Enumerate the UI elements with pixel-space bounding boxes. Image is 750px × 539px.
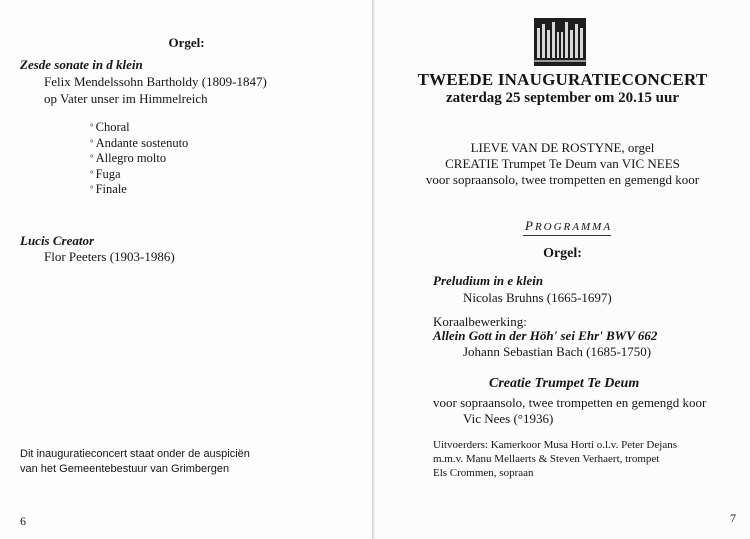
right-page (375, 0, 750, 539)
work1-title: Zesde sonate in d klein (20, 57, 143, 72)
bullet-icon: ° (90, 153, 94, 163)
right-organ-heading: Orgel: (543, 246, 582, 261)
list-item: ° Fuga (90, 166, 121, 181)
piece3-subtitle: voor sopraansolo, twee trompetten en gemengd koor (433, 395, 707, 410)
piece2-title: Allein Gott in der Höh' sei Ehr' BWV 662 (433, 328, 658, 343)
list-item: ° Andante sostenuto (90, 135, 189, 150)
performer-line-2: CREATIE Trumpet Te Deum van VIC NEES (445, 156, 680, 171)
concert-title: TWEEDE INAUGURATIECONCERT (417, 70, 708, 89)
work2-title: Lucis Creator (20, 233, 95, 248)
footnote: Dit inauguratieconcert staat onder de auspiciën van het Gemeentebestuur van Grimbergen (20, 448, 250, 475)
bullet-icon: ° (90, 168, 94, 179)
piece3-composer: Vic Nees (°1936) (463, 411, 554, 426)
list-item: Els Crommen, sopraan (433, 467, 534, 479)
list-item: m.m.v. Manu Mellaerts & Steven Verhaert, trompet (433, 453, 660, 465)
performer-line-1: LIEVE VAN DE ROSTYNE, orgel (470, 140, 655, 155)
page-number-left: 6 (20, 514, 26, 528)
list-item: ° Allegro molto (90, 151, 167, 165)
work2-composer: Flor Peeters (1903-1986) (44, 249, 175, 264)
piece1-title: Preludium in e klein (433, 273, 544, 288)
bullet-icon: ° (90, 137, 94, 148)
list-item: ° Choral (90, 120, 130, 134)
piece2-composer: Johann Sebastian Bach (1685-1750) (463, 344, 652, 359)
piece3-title: Creatie Trumpet Te Deum (489, 376, 640, 391)
movement-list (90, 120, 188, 198)
performer-line-3: voor sopraansolo, twee trompetten en gemengd koor (425, 172, 700, 187)
work1-composer: Felix Mendelssohn Bartholdy (1809-1847) (44, 74, 267, 89)
organ-icon (534, 18, 586, 66)
piece2-label: Koraalbewerking: (433, 314, 527, 329)
list-item: ° Finale (90, 182, 127, 196)
left-page (0, 0, 373, 539)
performers-block (433, 438, 677, 480)
bullet-icon: ° (90, 122, 94, 132)
page-number-right: 7 (730, 511, 736, 525)
left-organ-heading: Orgel: (168, 35, 205, 50)
programma-underline (523, 235, 611, 236)
work1-subtitle: op Vater unser im Himmelreich (44, 91, 208, 106)
bullet-icon: ° (90, 184, 94, 194)
list-item: Uitvoerders: Kamerkoor Musa Horti o.l.v. Peter Dejans (433, 439, 677, 451)
programma-heading: PROGRAMMA (525, 218, 613, 233)
piece1-composer: Nicolas Bruhns (1665-1697) (463, 290, 612, 305)
concert-date: zaterdag 25 september om 20.15 uur (445, 90, 680, 106)
